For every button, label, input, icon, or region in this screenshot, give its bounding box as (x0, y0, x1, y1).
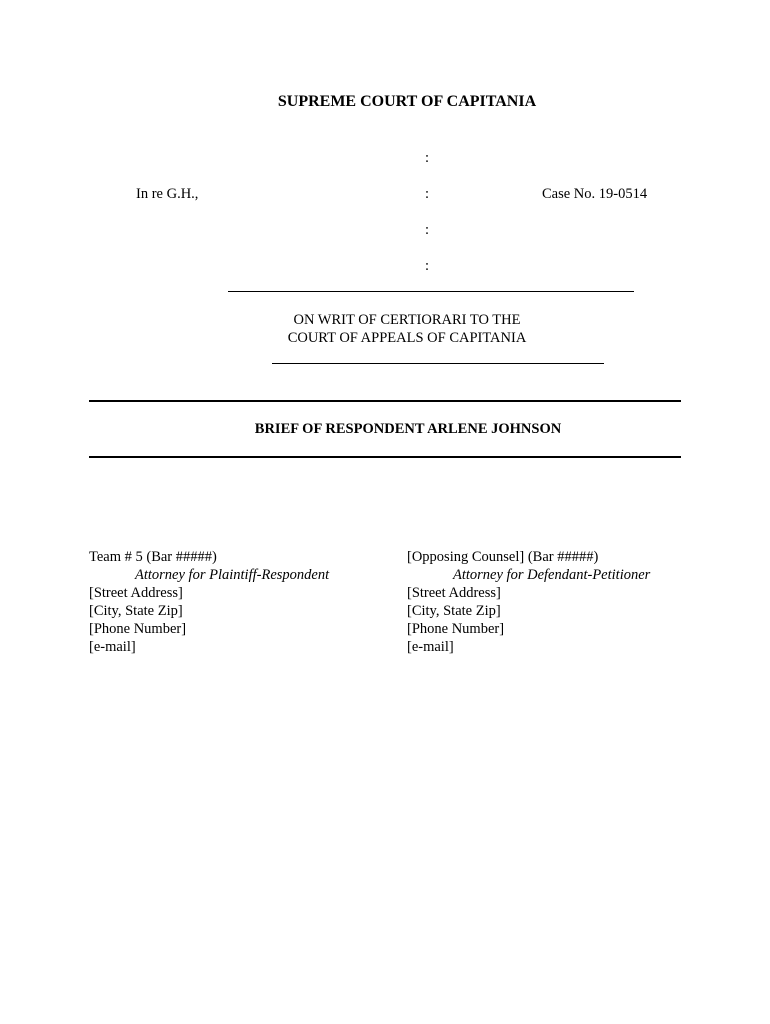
counsel-name: Team # 5 (Bar #####) (89, 549, 217, 565)
writ-rule (272, 363, 604, 364)
brief-title-rule-top (89, 400, 681, 402)
caption-colon-3: : (425, 222, 430, 238)
counsel-street: [Street Address] (407, 585, 501, 601)
counsel-email: [e-mail] (89, 639, 136, 655)
case-number: Case No. 19-0514 (542, 186, 648, 202)
brief-title-rule-bottom (89, 456, 681, 458)
caption-colon-4: : (425, 258, 430, 274)
counsel-email: [e-mail] (407, 639, 454, 655)
caption-rule (228, 291, 634, 292)
counsel-role: Attorney for Plaintiff-Respondent (135, 567, 330, 583)
counsel-role: Attorney for Defendant-Petitioner (453, 567, 651, 583)
counsel-phone: [Phone Number] (89, 621, 187, 637)
respondent-counsel-block (89, 548, 329, 656)
counsel-city: [City, State Zip] (89, 603, 183, 619)
writ-line-1: ON WRIT OF CERTIORARI TO THE (293, 312, 521, 328)
court-title: SUPREME COURT OF CAPITANIA (277, 93, 537, 110)
caption-colon-2: : (425, 186, 430, 202)
case-party-name: In re G.H., (136, 186, 199, 202)
counsel-city: [City, State Zip] (407, 603, 501, 619)
counsel-phone: [Phone Number] (407, 621, 505, 637)
writ-line-2: COURT OF APPEALS OF CAPITANIA (287, 330, 527, 346)
brief-title: BRIEF OF RESPONDENT ARLENE JOHNSON (254, 421, 562, 437)
counsel-name: [Opposing Counsel] (Bar #####) (407, 549, 599, 565)
petitioner-counsel-block (407, 548, 650, 656)
counsel-street: [Street Address] (89, 585, 183, 601)
caption-colon-1: : (425, 150, 430, 166)
